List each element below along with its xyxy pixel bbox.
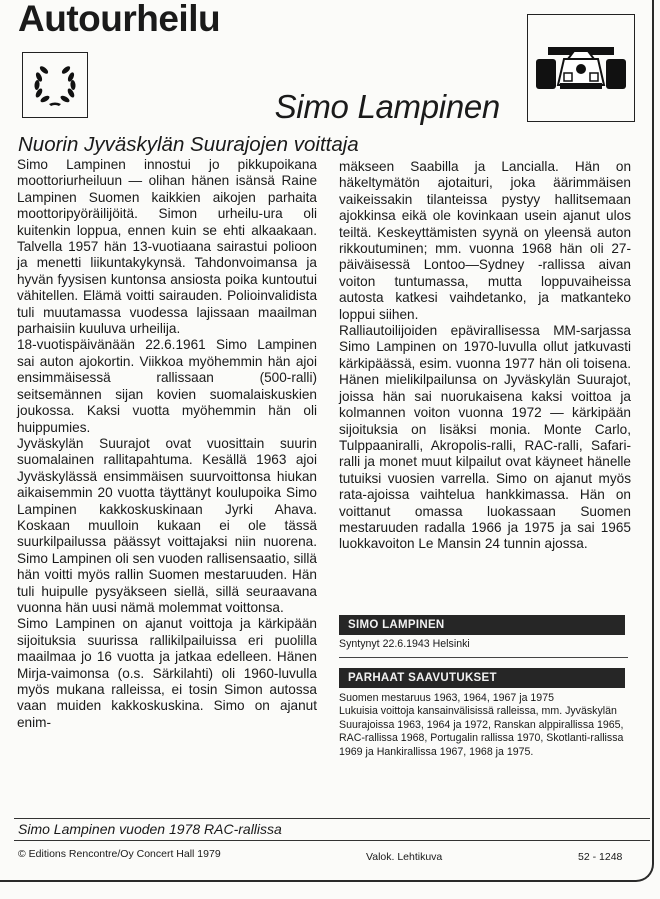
achievement-line: Lukuisia voittoja kansainvälisissä ralleissa, mm. Jyväskylän Suurajoissa 1963, 1964 ja 1972, Ranskan alppirallissa 1965, RAC-rallissa 1968, Portugalin rallissa 1970, Skotlanti-rallissa 1969 ja Hankirallissa 1967, 1968 ja 1975. [339,705,624,758]
birth-info: Syntynyt 22.6.1943 Helsinki [339,638,470,650]
photo-credit: Valok. Lehtikuva [366,851,443,863]
paragraph: Simo Lampinen innostui jo pikkupoikana moottoriurheiluun — olihan hänen isänsä Raine Lampinen Suomen kaikkien aikojen parhaita moottoripyöräilijöitä. Simon urheilu-ura oli kuitenkin loppua, ennen kuin se ehti alkaakaan. Talvella 1957 hän 13-vuotiaana sairastui polioon ja menetti liikuntakykynsä. Tahdonvoimansa ja hyvän fyysisen kuntonsa ansiosta poika kuntoutui vähitellen. Elämä voitti sairauden. Polioinvalidista tuli muutamassa vuodessa lajissaan maailman parhaisiin kuuluva urheilija. [17,157,317,337]
divider [14,818,650,819]
page-subtitle: Nuorin Jyväskylän Suurajojen voittaja [18,133,359,156]
athlete-name: Simo Lampinen [274,88,500,125]
copyright: © Editions Rencontre/Oy Concert Hall 1979 [18,848,221,860]
divider [14,840,650,841]
paragraph: Simo Lampinen on ajanut voittoja ja kärkipään sijoituksia suurissa rallikilpailuissa eri puolilla maailmaa jo 16 vuotta ja jatkaa edelleen. Hänen Mirja-vaimonsa (o.s. Särkilahti) oli 1960-luvulla myös mukana ralleissa, ei tosin Simon autossa vaan muiden kakkoskuskina. Simo on ajanut enim- [17,616,317,730]
body-column-left [17,157,317,731]
laurel-wreath-icon [30,60,80,110]
laurel-box [22,52,88,118]
body-column-right [339,159,631,553]
card-number: 52 - 1248 [578,851,623,863]
achievements-text [339,692,628,759]
achievement-line: Suomen mestaruus 1963, 1964, 1967 ja 1975 [339,692,554,704]
paragraph: Ralliautoilijoiden epävirallisessa MM-sarjassa Simo Lampinen on 1970-luvulla ollut jatkuvasti kärkipäässä, esim. vuonna 1977 hän oli toisena. Hänen mielikilpailunsa on Jyväskylän Suurajot, joissa hän sai nuorukaisena kaksi voittoa ja kolmannen voiton vuonna 1972 — kärkipään sijoituksia on lisäksi monia. Monte Carlo, Tulppaaniralli, Akropolis-ralli, RAC-ralli, Safari-ralli ja monet muut kilpailut ovat käyneet hänelle tutuiksi vuosien varrella. Simo on ajanut myös rata-ajoissa vaihtelua hankkimassa. Hän on voittanut omassa luokassaan Suomen mestaruuden radalla 1966 ja 1975 ja sai 1965 luokkavoiton Le Mansin 24 tunnin ajossa. [339,323,631,552]
photo-caption: Simo Lampinen vuoden 1978 RAC-rallissa [18,821,282,837]
paragraph: Jyväskylän Suurajot ovat vuosittain suurin suomalainen rallitapahtuma. Kesällä 1963 ajoi Jyväskylässä ensimmäisen suurvoittonsa hiukan aikaisemmin 20 vuotta täyttänyt koulupoika Simo Lampinen kakkoskuskinaan Jyrki Ahava. Koskaan muulloin kukaan ei ole tässä suurkilpailussa päässyt voittajaksi niin nuorena. Simo Lampinen oli sen vuoden rallisensaatio, sillä hän voitti myös rallin Suomen mestaruuden. Hän tuli huipulle pysyäkseen siellä, sillä seuraavana vuonna hän uusi nämä molemmat voittonsa. [17,435,317,615]
paragraph: 18-vuotispäivänään 22.6.1961 Simo Lampinen sai auton ajokortin. Viikkoa myöhemmin hän ajoi ensimmäisessä rallissaan (500-ralli) seitsemännen sijan kovien suomalaiskuskien joukossa. Kaksi vuotta myöhemmin hän oli huippumies. [17,337,317,435]
facts-header: SIMO LAMPINEN [339,615,625,635]
category-title: Autourheilu [18,0,221,39]
paragraph: mäkseen Saabilla ja Lancialla. Hän on häkeltymätön ajotaituri, joka äärimmäisen vaikeissakin tilanteissa pystyy hallitsemaan ajokkinsa eikä ole kovinkaan usein ajanut ulos teiltä. Keskeyttämisten syynä on yleensä auton rikkoutuminen; mm. vuonna 1968 hän oli 27-päiväisessä Lontoo—Sydney -rallissa aivan voiton tuntumassa, mutta loppuvaiheissa autosta katkesi vaihdetanko, ja matkanteko loppui siihen. [339,159,631,322]
car-box [527,14,635,122]
divider [339,657,628,658]
achievements-header: PARHAAT SAAVUTUKSET [339,668,625,688]
race-car-icon [534,45,628,95]
